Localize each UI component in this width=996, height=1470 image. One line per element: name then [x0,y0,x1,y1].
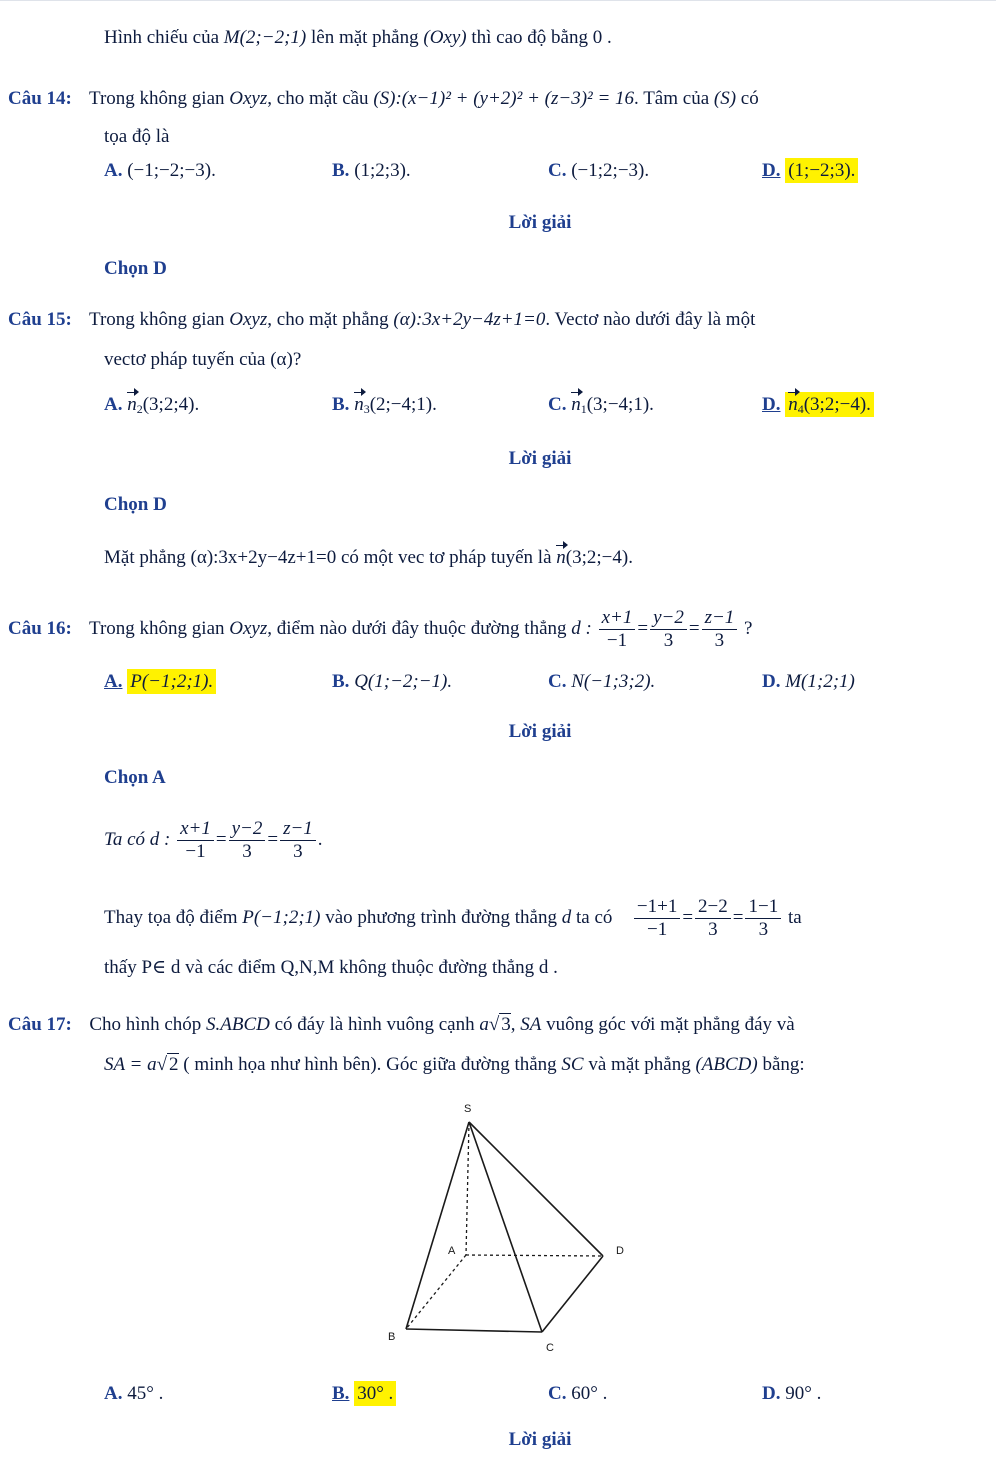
q15-text-a: Trong không gian [89,309,230,330]
q15-option-d-vector: n [788,392,798,418]
q16-sol-fraction-x [177,818,214,863]
q16-sol-fraction-x-num: x+1 [180,818,211,840]
q16-sol-fraction-z [280,818,316,863]
q17-option-d-value: 90° . [785,1383,822,1404]
q16-fraction-z [702,607,738,652]
q16-check-fraction-z [745,896,781,941]
q16-sub-b: vào phương trình đường thẳng [320,907,562,928]
q16-check-fraction-y-num: 2−2 [698,896,728,918]
q17-option-a[interactable] [104,1381,163,1407]
q16-sol-fraction-y [229,818,266,863]
intro-middle: lên mặt phẳng [306,27,424,48]
q16-text-b: , điểm nào dưới đây thuộc đường thẳng [267,618,572,639]
pyramid-figure [376,1094,636,1364]
q15-option-a-value: (3;2;4). [142,394,200,415]
q17-option-d[interactable] [762,1381,821,1407]
q15-option-d-sub: 4 [797,402,804,416]
q16-option-b-label: B. [332,671,350,692]
q14-space: Oxyz [229,88,268,109]
q16-taco-period: . [317,829,323,850]
q16-sol-fraction-z-den: 3 [280,840,316,863]
q17-abcd: (ABCD) [695,1054,758,1075]
q15-stem-line2: vectơ pháp tuyến của (α)? [104,349,302,370]
q16-taco: Ta có d : [104,829,171,850]
q17-option-b[interactable] [332,1381,396,1407]
q14-option-d-label: D. [762,160,781,181]
q16-space: Oxyz [229,618,268,639]
q14-equation: (S):(x−1)² + (y+2)² + (z−3)² = 16 [373,88,635,109]
q15-explain-vector: n [556,545,566,571]
q14-stem [8,86,759,112]
intro-line [104,25,612,51]
q15-option-b-vector: n [354,392,364,418]
q14-option-c[interactable] [548,158,649,184]
q16-check-fraction-x-den: −1 [634,918,680,941]
edge-sc [469,1122,542,1332]
q17-option-c[interactable] [548,1381,607,1407]
q15-option-b-value: (2;−4;1). [369,394,437,415]
vertex-c-label: C [546,1342,554,1354]
intro-suffix: thì cao độ bằng 0 . [466,27,612,48]
q16-check-fraction-x-num: −1+1 [636,896,678,918]
intro-prefix: Hình chiếu của [104,27,224,48]
q16-text-a: Trong không gian [89,618,230,639]
q17-solution-title: Lời giải [508,1429,572,1450]
q16-fraction-x-num: x+1 [601,607,633,629]
q16-sol-fraction-x-den: −1 [177,840,214,863]
q17-option-d-label: D. [762,1383,781,1404]
q15-explain-b: (3;2;−4). [565,547,633,568]
q14-choose: Chọn D [104,258,167,279]
q16-stem: Câu 16: Trong không gian Oxyz, điểm nào dưới đây thuộc đường thẳng d : $\frac{x+1}{-1}$ = $\frac{y-2}{3}$ = $\frac{z-1}{3}$ ? [8,607,753,652]
vertex-s-label: S [464,1103,472,1115]
q15-option-b[interactable] [332,392,437,422]
q16-taco-line: Ta có d : $\frac{x+1}{-1}$ = $\frac{y-2}{3}$ = $\frac{z-1}{3}$ . [104,818,323,863]
q17-option-b-label: B. [332,1383,350,1404]
q17-text-a: Cho hình chóp [89,1014,207,1035]
q17-option-a-label: A. [104,1383,123,1404]
q16-fraction-y-den: 3 [650,629,687,652]
vertex-a-label: A [448,1245,456,1257]
top-divider [0,0,996,1]
q14-text-d: có [736,88,759,109]
q15-plane: (α):3x+2y−4z+1=0 [393,309,546,330]
edge-ab-hidden [406,1255,466,1329]
q14-text-b: , cho mặt cầu [267,88,374,109]
q14-stem-line2: tọa độ là [104,126,170,147]
q16-check-fraction-y-den: 3 [695,918,731,941]
q14-option-d[interactable] [762,158,858,184]
q17-line2-c: và mặt phẳng [583,1054,696,1075]
q17-sa-expression: SA = a [104,1054,157,1075]
q17-side-a: a [479,1014,489,1035]
q14-option-d-value: (1;−2;3). [785,158,858,183]
q16-sub-c: ta có [571,907,613,928]
q17-side-root: 3 [501,1014,511,1035]
edge-sd [469,1122,603,1256]
q16-sol-fraction-y-num: y−2 [231,818,263,840]
edge-sa-hidden [466,1122,469,1255]
q16-sol-fraction-y-den: 3 [229,840,266,863]
q14-option-c-value: (−1;2;−3). [571,160,650,181]
q16-check-fraction-z-den: 3 [745,918,781,941]
q14-option-c-label: C. [548,160,567,181]
q16-sub-point: P(−1;2;1) [242,907,321,928]
q15-option-d-value: (3;2;−4). [803,394,871,415]
q15-text-c: . Vectơ nào dưới đây là một [545,309,756,330]
q15-option-d[interactable] [762,392,874,422]
q16-fraction-y-num: y−2 [653,607,684,629]
q15-option-c-vector: n [571,392,581,418]
q16-option-c-label: C. [548,671,567,692]
q16-fraction-z-num: z−1 [704,607,735,629]
q17-sa: SA [520,1014,542,1035]
q17-pyramid: S.ABCD [206,1014,270,1035]
q14-option-b-label: B. [332,160,350,181]
q17-stem: Câu 17: Cho hình chóp S.ABCD có đáy là hình vuông cạnh a√ 3, SA vuông góc với mặt phẳng đáy và [8,1014,795,1035]
q15-option-c-value: (3;−4;1). [586,394,654,415]
q17-option-a-value: 45° . [127,1383,164,1404]
edge-bc [406,1329,542,1332]
q15-option-b-sub: 3 [363,402,370,416]
q16-sol-fraction-z-num: z−1 [283,818,313,840]
q17-option-b-value: 30° . [354,1381,396,1406]
q16-solution-title: Lời giải [508,721,572,742]
q17-stem-line2: SA = a√ 2 ( minh họa như hình bên). Góc giữa đường thẳng SC và mặt phẳng (ABCD) bằng: [104,1054,805,1075]
q15-option-a-vector: n [127,392,137,418]
vertex-d-label: D [616,1245,624,1257]
q16-fraction-x-den: −1 [599,629,636,652]
q14-option-a-value: (−1;−2;−3). [127,160,216,181]
vertex-b-label: B [388,1331,396,1343]
q15-explain-a: Mặt phẳng (α):3x+2y−4z+1=0 có một vec tơ pháp tuyến là [104,547,557,568]
q16-d: d : [571,618,592,639]
q14-text-a: Trong không gian [89,88,230,109]
intro-plane: (Oxy) [423,27,467,48]
q15-option-c[interactable] [548,392,654,422]
q15-option-a-sub: 2 [136,402,143,416]
edge-ad-hidden [466,1255,603,1256]
q15-stem [8,307,755,333]
q15-text-b: , cho mặt phẳng [267,309,394,330]
q16-option-d-label: D. [762,671,781,692]
q15-solution-title: Lời giải [508,448,572,469]
q16-option-a[interactable] [104,669,216,695]
q16-fraction-y [650,607,687,652]
q16-fraction-x [599,607,636,652]
edge-sb [406,1122,469,1329]
q16-sub-d: d [561,907,572,928]
q17-option-c-value: 60° . [571,1383,608,1404]
q17-label: Câu 17: [8,1014,72,1035]
q15-option-d-label: D. [762,394,781,415]
q17-text-d: vuông góc với mặt phẳng đáy và [541,1014,795,1035]
q16-check-fraction-z-num: 1−1 [748,896,779,918]
q17-sc: SC [561,1054,584,1075]
q15-option-c-sub: 1 [580,402,587,416]
q17-sa-root: 2 [169,1054,179,1075]
q16-fraction-z-den: 3 [702,629,738,652]
q15-explanation [104,545,633,571]
q16-question-mark: ? [744,618,753,639]
q16-option-c-value: N(−1;3;2). [571,671,656,692]
q16-choose: Chọn A [104,767,166,788]
q14-option-a-label: A. [104,160,123,181]
q15-space: Oxyz [229,309,268,330]
q16-option-d[interactable] [762,669,855,695]
q16-conclusion: thấy P∈ d và các điểm Q,N,M không thuộc đường thẳng d . [104,957,558,978]
q15-option-c-label: C. [548,394,567,415]
q16-option-d-value: M(1;2;1) [785,671,855,692]
q14-option-b-value: (1;2;3). [354,160,411,181]
intro-point: M(2;−2;1) [223,27,307,48]
q16-check-fraction-x [634,896,680,941]
q15-option-a[interactable] [104,392,199,422]
edge-cd [542,1256,603,1332]
q17-line2-d: bằng: [757,1054,805,1075]
q14-option-b[interactable] [332,158,411,184]
q16-option-a-value: P(−1;2;1). [127,669,216,694]
q14-option-a[interactable] [104,158,216,184]
q16-check-fraction-y [695,896,731,941]
q15-option-b-label: B. [332,394,350,415]
q15-label: Câu 15: [8,309,72,330]
q16-option-b-value: Q(1;−2;−1). [354,671,453,692]
q16-label: Câu 16: [8,618,72,639]
q17-line2-b: ( minh họa như hình bên). Góc giữa đường thẳng [178,1054,562,1075]
q15-option-a-label: A. [104,394,123,415]
q15-option-d-highlight [785,392,874,417]
q17-option-c-label: C. [548,1383,567,1404]
q14-solution-title: Lời giải [508,212,572,233]
q17-text-c: , [510,1014,521,1035]
q16-option-c[interactable] [548,669,655,695]
q16-option-a-label: A. [104,671,123,692]
q14-text-c: . Tâm của [634,88,714,109]
q16-sub-ta: ta [787,907,802,928]
q17-text-b: có đáy là hình vuông cạnh [269,1014,480,1035]
q14-s: (S) [713,88,737,109]
q14-label: Câu 14: [8,88,72,109]
q16-sub-a: Thay tọa độ điểm [104,907,243,928]
q15-choose: Chọn D [104,494,167,515]
q16-substitution: Thay tọa độ điểm P(−1;2;1) vào phương trình đường thẳng d ta có $\frac{-1+1}{-1}$ = $\frac{2-2}{3}$ = $\frac{1-1}{3}$ ta [104,896,802,941]
q16-option-b[interactable] [332,669,452,695]
